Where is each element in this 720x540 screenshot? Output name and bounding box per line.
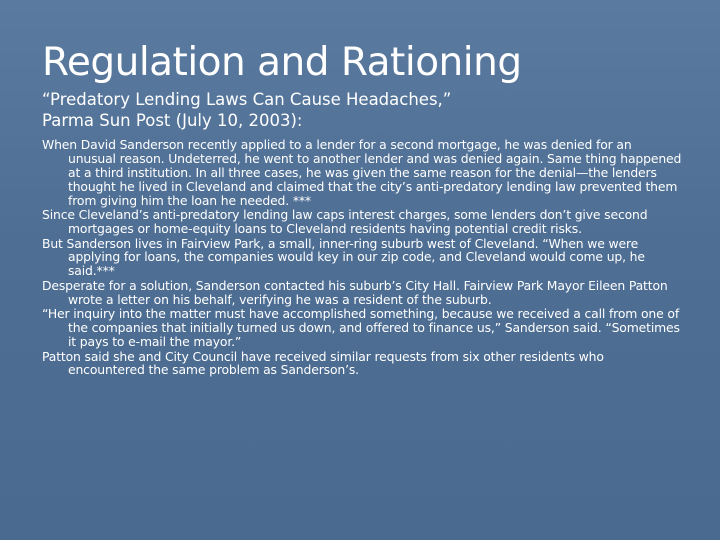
- paragraph: Patton said she and City Council have received similar requests from six other residents who encountered the same problem as Sanderson’s.: [42, 348, 604, 378]
- subtitle-line-2: Parma Sun Post (July 10, 2003):: [42, 111, 303, 130]
- subtitle-line-1: “Predatory Lending Laws Can Cause Headaches,”: [42, 90, 452, 109]
- paragraph: “Her inquiry into the matter must have accomplished something, because we received a call from one of the companies that initially turned us down, and offered to finance us,” Sanderson said. “Sometimes it pays to e-mail the mayor.”: [42, 306, 680, 350]
- paragraph: But Sanderson lives in Fairview Park, a small, inner-ring suburb west of Cleveland. “When we were applying for loans, the companies would key in our zip code, and Cleveland would come up, he said.***: [42, 235, 645, 279]
- paragraph: Desperate for a solution, Sanderson contacted his suburb’s City Hall. Fairview Park Mayor Eileen Patton wrote a letter on his behalf, verifying he was a resident of the suburb.: [42, 277, 668, 307]
- paragraph: Since Cleveland’s anti-predatory lending law caps interest charges, some lenders don’t give second mortgages or home-equity loans to Cleveland residents having potential credit risks.: [42, 207, 648, 237]
- slide-subtitle: [42, 89, 451, 131]
- paragraph: When David Sanderson recently applied to a lender for a second mortgage, he was denied for an unusual reason. Undeterred, he went to another lender and was denied again. Same thing happened at a third institution. In all three cases, he was given the same reason for the denial—the lenders thought he lived in Cleveland and claimed that the city’s anti-predatory lending law prevented them from giving him the loan he needed. ***: [42, 137, 682, 208]
- body-text: [42, 138, 682, 378]
- slide-title: Regulation and Rationing: [42, 40, 522, 85]
